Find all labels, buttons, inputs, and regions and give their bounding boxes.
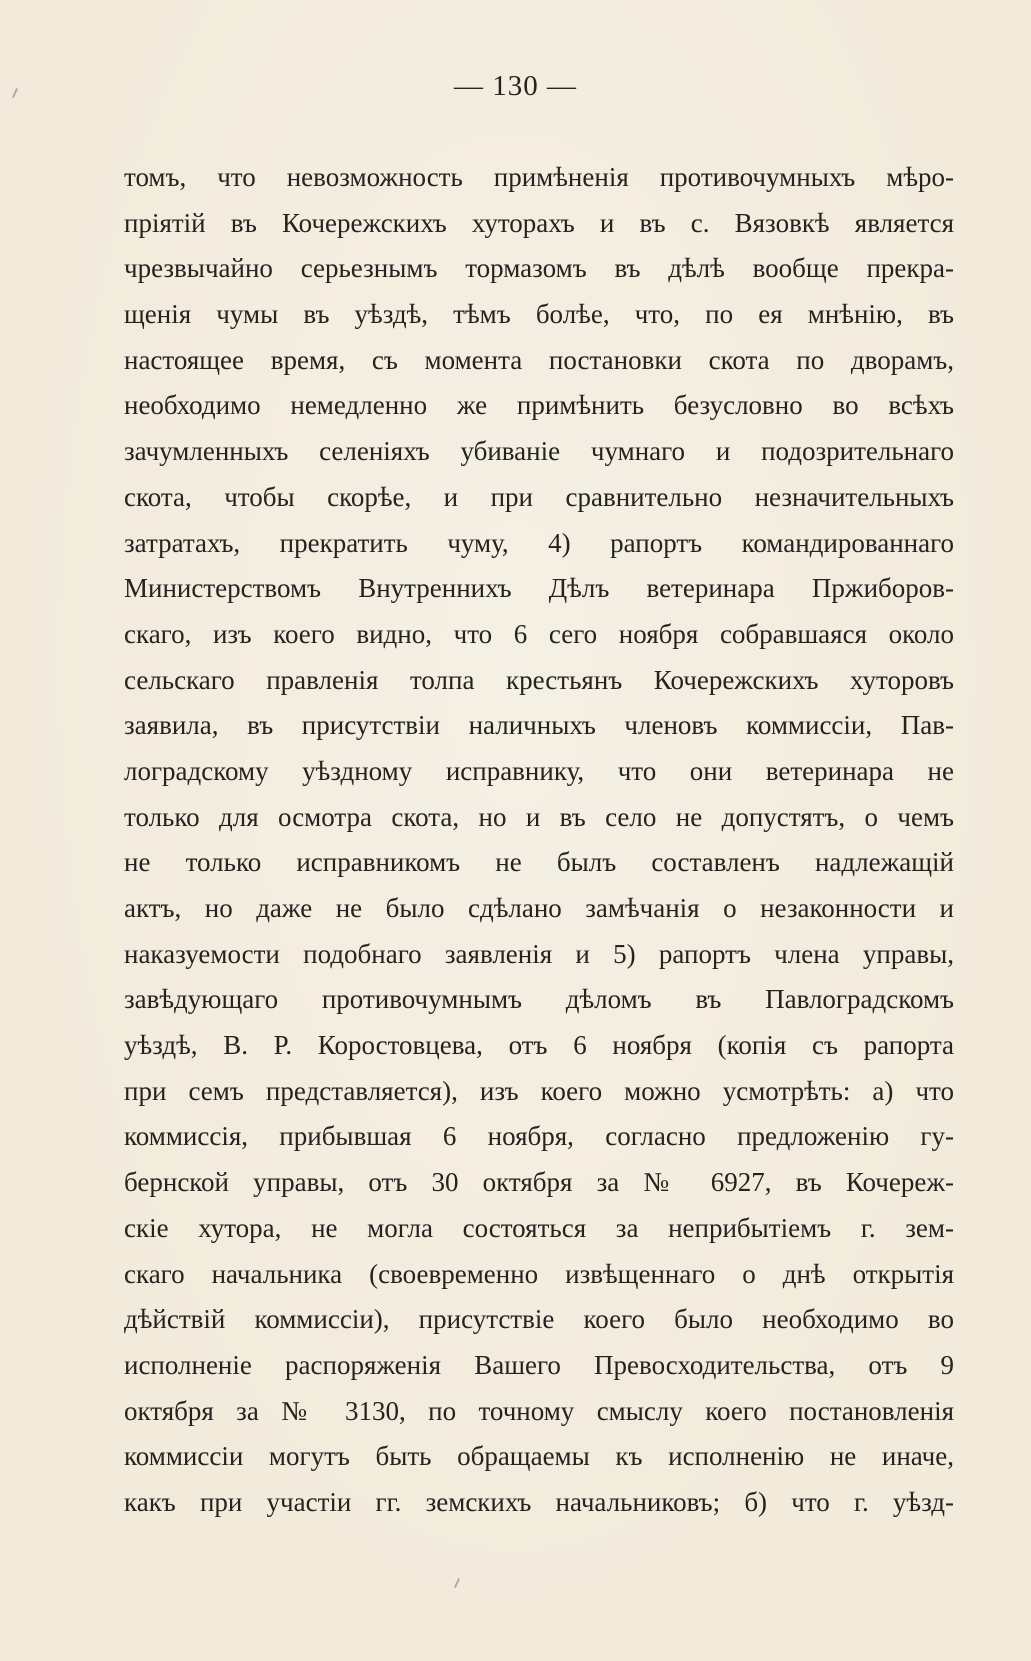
text-line-12: сельскаго правленія толпа крестьянъ Кочережскихъ хуторовъ: [124, 664, 954, 695]
text-line-2: пріятій въ Кочережскихъ хуторахъ и въ с. Вязовкѣ является: [124, 207, 954, 238]
text-line-3: чрезвычайно серьезнымъ тормазомъ въ дѣлѣ вообще прекра-: [124, 253, 954, 284]
text-line-23: бернской управы, отъ 30 октября за № 6927, въ Кочереж-: [124, 1167, 954, 1198]
text-line-28: октября за № 3130, по точному смыслу коего постановленія: [124, 1395, 954, 1426]
text-line-30: какъ при участіи гг. земскихъ начальниковъ; б) что г. уѣзд-: [124, 1486, 954, 1517]
text-line-8: скота, чтобы скорѣе, и при сравнительно незначительныхъ: [124, 481, 954, 512]
body-text: [124, 155, 954, 1526]
text-line-14: лоградскому уѣздному исправнику, что они ветеринара не: [124, 755, 954, 786]
text-line-7: зачумленныхъ селеніяхъ убиваніе чумнаго и подозрительнаго: [124, 436, 954, 467]
text-line-5: настоящее время, съ момента постановки скота по дворамъ,: [124, 344, 954, 375]
text-line-1: томъ, что невозможность примѣненія противочумныхъ мѣро-: [124, 162, 954, 192]
text-line-18: наказуемости подобнаго заявленія и 5) рапортъ члена управы,: [124, 938, 954, 969]
text-line-25: скаго начальника (своевременно извѣщеннаго о днѣ открытія: [124, 1258, 954, 1289]
text-line-29: коммиссіи могутъ быть обращаемы къ исполненію не иначе,: [124, 1441, 954, 1472]
text-line-6: необходимо немедленно же примѣнить безусловно во всѣхъ: [124, 390, 954, 421]
text-line-4: щенія чумы въ уѣздѣ, тѣмъ болѣе, что, по ея мнѣнію, въ: [124, 299, 954, 330]
text-line-19: завѣдующаго противочумнымъ дѣломъ въ Павлоградскомъ: [124, 984, 954, 1015]
text-line-26: дѣйствій коммиссіи), присутствіе коего было необходимо во: [124, 1304, 954, 1335]
text-line-9: затратахъ, прекратить чуму, 4) рапортъ командированнаго: [124, 527, 954, 558]
text-line-27: исполненіе распоряженія Вашего Превосходительства, отъ 9: [124, 1349, 954, 1380]
text-line-21: при семъ представляется), изъ коего можно усмотрѣть: а) что: [124, 1075, 954, 1106]
text-line-20: уѣздѣ, В. Р. Коростовцева, отъ 6 ноября (копія съ рапорта: [124, 1030, 954, 1061]
text-line-15: только для осмотра скота, но и въ село не допустятъ, о чемъ: [124, 801, 954, 832]
text-line-24: скіе хутора, не могла состояться за неприбытіемъ г. зем-: [124, 1212, 954, 1243]
text-line-17: актъ, но даже не было сдѣлано замѣчанія о незаконности и: [124, 893, 954, 923]
text-line-13: заявила, въ присутствіи наличныхъ членовъ коммиссіи, Пав-: [124, 710, 954, 741]
text-line-22: коммиссія, прибывшая 6 ноября, согласно предложенію гу-: [124, 1121, 954, 1152]
page-number: — 130 —: [454, 70, 577, 102]
text-line-16: не только исправникомъ не былъ составленъ надлежащій: [124, 847, 954, 878]
text-line-10: Министерствомъ Внутреннихъ Дѣлъ ветеринара Пржиборов-: [124, 573, 954, 604]
scan-speck: [454, 1578, 460, 1588]
text-line-11: скаго, изъ коего видно, что 6 сего ноября собравшаяся около: [124, 618, 954, 649]
